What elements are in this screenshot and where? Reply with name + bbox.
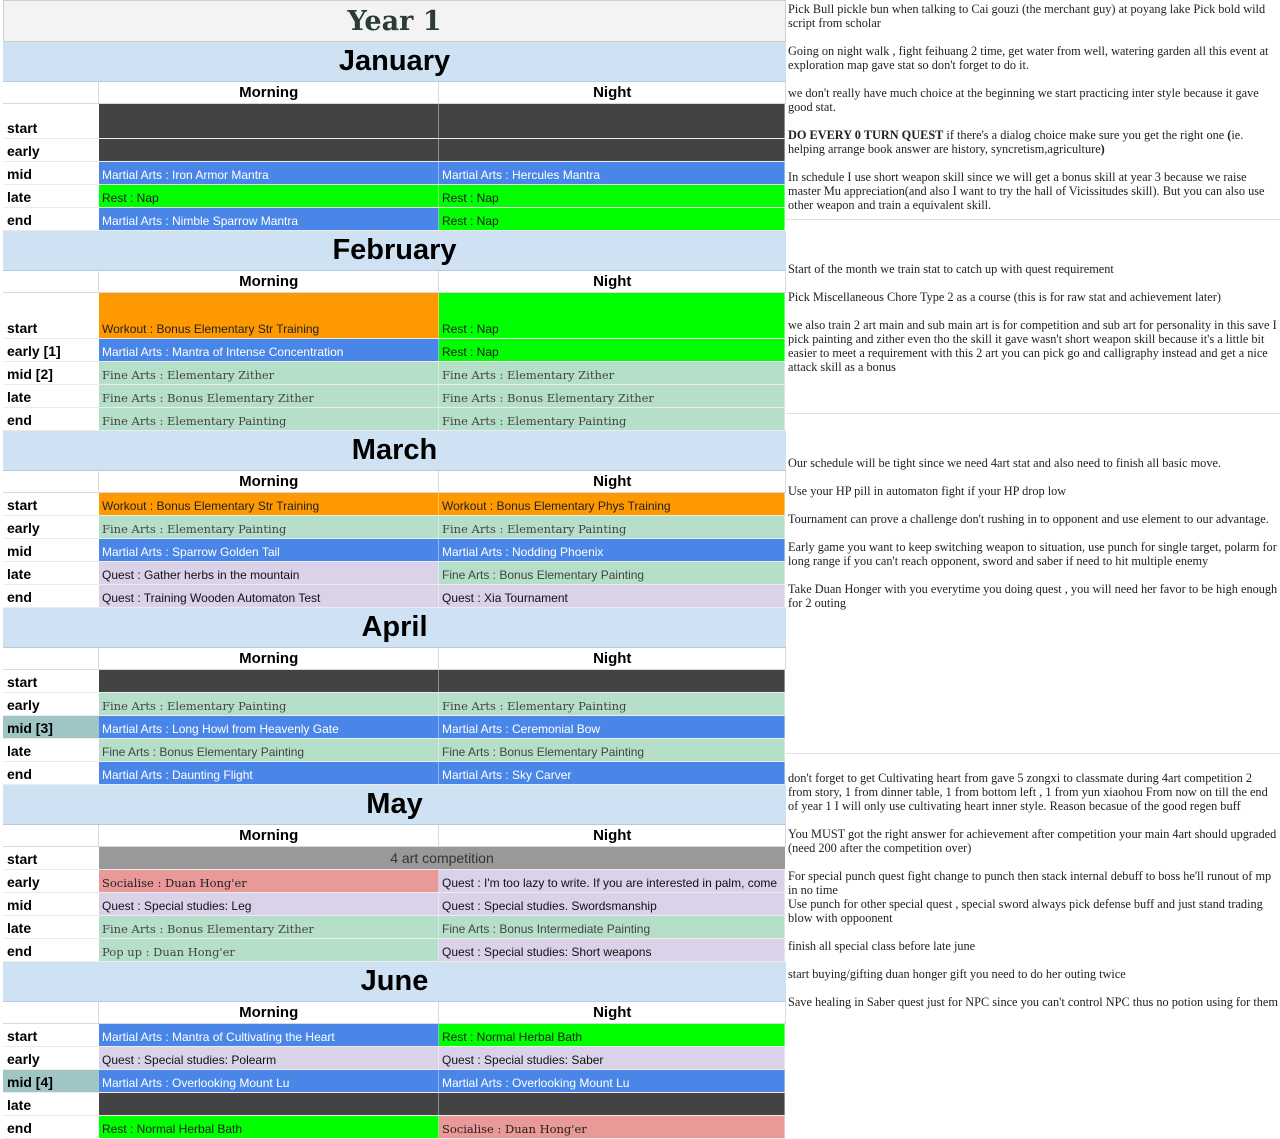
- morning-cell[interactable]: Martial Arts : Overlooking Mount Lu: [99, 1070, 439, 1092]
- morning-cell[interactable]: Fine Arts : Elementary Painting: [99, 408, 439, 430]
- row-label[interactable]: start: [3, 847, 99, 869]
- night-cell[interactable]: Fine Arts : Bonus Elementary Zither: [439, 385, 785, 407]
- notes-march[interactable]: [786, 454, 1280, 754]
- row-label[interactable]: mid: [3, 162, 99, 184]
- row-label[interactable]: early: [3, 516, 99, 538]
- note-text: Use punch for other special quest , special sword always pick defense buff and just stand trading blow with oppoonent: [788, 897, 1263, 925]
- notes-may[interactable]: [786, 769, 1280, 1069]
- notes-january[interactable]: [786, 0, 1280, 220]
- note-text: Early game you want to keep switching weapon to situation, use punch for single target, polarm for long range if you can't reach opponent, sword and saber if need to hit multiple enemy: [788, 540, 1277, 568]
- table-row: [3, 585, 786, 608]
- morning-header[interactable]: Morning: [99, 648, 440, 669]
- table-row: [3, 893, 786, 916]
- row-label[interactable]: late: [3, 385, 99, 407]
- night-cell[interactable]: Martial Arts : Hercules Mantra: [439, 162, 785, 184]
- night-cell[interactable]: Quest : Special studies: Saber: [439, 1047, 785, 1069]
- morning-cell[interactable]: Fine Arts : Elementary Zither: [99, 362, 439, 384]
- column-header: [3, 648, 786, 670]
- morning-cell[interactable]: Quest : Gather herbs in the mountain: [99, 562, 439, 584]
- row-label[interactable]: start: [3, 1024, 99, 1046]
- column-header: [3, 271, 786, 293]
- row-label[interactable]: early: [3, 693, 99, 715]
- row-label[interactable]: end: [3, 208, 99, 230]
- morning-cell[interactable]: Socialise : Duan Hong'er: [99, 870, 439, 892]
- night-cell[interactable]: Quest : Special studies. Swordsmanship: [439, 893, 785, 915]
- table-row: [3, 208, 786, 231]
- morning-header[interactable]: Morning: [99, 271, 440, 292]
- row-label[interactable]: end: [3, 585, 99, 607]
- note-text: Going on night walk , fight feihuang 2 time, get water from well, watering garden all this event at exploration map gave stat so don't forget to do it.: [788, 44, 1269, 72]
- night-cell[interactable]: [439, 1093, 785, 1115]
- morning-cell[interactable]: [99, 104, 439, 138]
- night-cell[interactable]: Fine Arts : Elementary Painting: [439, 516, 785, 538]
- row-label[interactable]: end: [3, 762, 99, 784]
- night-header[interactable]: Night: [439, 1002, 786, 1023]
- morning-header[interactable]: Morning: [99, 1002, 440, 1023]
- table-row: [3, 493, 786, 516]
- night-cell[interactable]: Fine Arts : Elementary Painting: [439, 408, 785, 430]
- column-header: [3, 825, 786, 847]
- row-label[interactable]: late: [3, 739, 99, 761]
- note-bold: DO EVERY 0 TURN QUEST: [788, 128, 944, 142]
- table-row: [3, 339, 786, 362]
- note-text: Take Duan Honger with you everytime you doing quest , you will need her favor to be high enough for 2 outing: [788, 582, 1278, 610]
- morning-cell[interactable]: Fine Arts : Bonus Elementary Zither: [99, 385, 439, 407]
- morning-cell[interactable]: Workout : Bonus Elementary Str Training: [99, 493, 439, 515]
- notes-february[interactable]: [786, 260, 1280, 414]
- note-text: Tournament can prove a challenge don't rushing in to opponent and use element to our advantage.: [788, 512, 1269, 526]
- note-text: Our schedule will be tight since we need 4art stat and also need to finish all basic move.: [788, 456, 1222, 470]
- notes-column: [786, 0, 1280, 1098]
- night-cell[interactable]: Socialise : Duan Hong'er: [439, 1116, 785, 1138]
- row-label[interactable]: end: [3, 939, 99, 961]
- night-cell[interactable]: Fine Arts : Bonus Intermediate Painting: [439, 916, 785, 938]
- table-row: [3, 162, 786, 185]
- note-text: Use your HP pill in automaton fight if your HP drop low: [788, 484, 1067, 498]
- table-row: [3, 1024, 786, 1047]
- table-row: [3, 939, 786, 962]
- month-june[interactable]: June: [3, 962, 786, 1002]
- month-april[interactable]: April: [3, 608, 786, 648]
- row-label[interactable]: late: [3, 916, 99, 938]
- table-row: [3, 670, 786, 693]
- row-label[interactable]: late: [3, 562, 99, 584]
- morning-cell[interactable]: Martial Arts : Sparrow Golden Tail: [99, 539, 439, 561]
- row-label[interactable]: end: [3, 1116, 99, 1138]
- morning-cell[interactable]: [99, 139, 439, 161]
- night-cell[interactable]: Martial Arts : Ceremonial Bow: [439, 716, 785, 738]
- table-row: [3, 293, 786, 339]
- table-row: [3, 539, 786, 562]
- night-cell[interactable]: Quest : I'm too lazy to write. If you are interested in palm, come: [439, 870, 785, 892]
- note-text: if there's a dialog choice make sure you get the right one: [943, 128, 1228, 142]
- table-row: [3, 1070, 786, 1093]
- morning-cell[interactable]: Martial Arts : Daunting Flight: [99, 762, 439, 784]
- table-row: [3, 185, 786, 208]
- row-label[interactable]: end: [3, 408, 99, 430]
- morning-cell[interactable]: Fine Arts : Elementary Painting: [99, 516, 439, 538]
- header-blank: [3, 1002, 99, 1023]
- table-row: [3, 408, 786, 431]
- row-label[interactable]: mid [3]: [3, 716, 99, 738]
- header-blank: [3, 271, 99, 292]
- morning-cell[interactable]: Rest : Normal Herbal Bath: [99, 1116, 439, 1138]
- night-cell[interactable]: Rest : Nap: [439, 208, 785, 230]
- note-text: ie. helping arrange book answer are history, syncretism,agriculture: [788, 128, 1244, 156]
- morning-header[interactable]: Morning: [99, 825, 440, 846]
- night-header[interactable]: Night: [439, 648, 786, 669]
- night-header[interactable]: Night: [439, 82, 786, 103]
- night-cell[interactable]: Quest : Special studies: Short weapons: [439, 939, 785, 961]
- night-cell[interactable]: [439, 139, 785, 161]
- table-row: [3, 693, 786, 716]
- morning-cell[interactable]: [99, 670, 439, 692]
- column-header: [3, 1002, 786, 1024]
- night-cell[interactable]: Rest : Normal Herbal Bath: [439, 1024, 785, 1046]
- night-cell[interactable]: Martial Arts : Sky Carver: [439, 762, 785, 784]
- note-text: You MUST got the right answer for achievement after competition your main 4art should upgraded (need 200 after the competition over): [788, 827, 1277, 855]
- table-row: [3, 1047, 786, 1070]
- table-row: [3, 562, 786, 585]
- row-label[interactable]: start: [3, 104, 99, 138]
- row-label[interactable]: early: [3, 870, 99, 892]
- morning-cell[interactable]: Fine Arts : Bonus Elementary Painting: [99, 739, 439, 761]
- morning-header[interactable]: Morning: [99, 471, 440, 492]
- morning-header[interactable]: Morning: [99, 82, 440, 103]
- morning-cell[interactable]: Quest : Special studies: Leg: [99, 893, 439, 915]
- table-row: [3, 139, 786, 162]
- morning-cell[interactable]: Martial Arts : Mantra of Cultivating the Heart: [99, 1024, 439, 1046]
- morning-cell[interactable]: Rest : Nap: [99, 185, 439, 207]
- night-cell[interactable]: Workout : Bonus Elementary Phys Training: [439, 493, 785, 515]
- header-blank: [3, 825, 99, 846]
- month-march[interactable]: March: [3, 431, 786, 471]
- morning-cell[interactable]: Pop up : Duan Hong'er: [99, 939, 439, 961]
- header-blank: [3, 471, 99, 492]
- morning-cell[interactable]: Fine Arts : Bonus Elementary Zither: [99, 916, 439, 938]
- month-may[interactable]: May: [3, 785, 786, 825]
- note-text: For special punch quest fight change to punch then stack internal debuff to boss he'll runout of mp in no time: [788, 869, 1272, 897]
- table-row: [3, 1116, 786, 1139]
- schedule-sheet: [3, 0, 786, 1139]
- morning-cell[interactable]: Martial Arts : Iron Armor Mantra: [99, 162, 439, 184]
- row-label[interactable]: early [1]: [3, 339, 99, 361]
- note-text: Start of the month we train stat to catch up with quest requirement: [788, 262, 1114, 276]
- month-february[interactable]: February: [3, 231, 786, 271]
- morning-cell[interactable]: Fine Arts : Elementary Painting: [99, 693, 439, 715]
- table-row: [3, 716, 786, 739]
- month-january[interactable]: January: [3, 42, 786, 82]
- night-cell[interactable]: Martial Arts : Nodding Phoenix: [439, 539, 785, 561]
- row-label[interactable]: mid: [3, 539, 99, 561]
- year-title[interactable]: Year 1: [3, 0, 786, 42]
- note-text: Save healing in Saber quest just for NPC since you can't control NPC thus no potion using for them: [788, 995, 1278, 1009]
- morning-cell[interactable]: Quest : Special studies: Polearm: [99, 1047, 439, 1069]
- row-label[interactable]: early: [3, 139, 99, 161]
- morning-cell[interactable]: Martial Arts : Nimble Sparrow Mantra: [99, 208, 439, 230]
- night-cell[interactable]: Rest : Nap: [439, 293, 785, 338]
- night-header[interactable]: Night: [439, 825, 786, 846]
- notes-spacer: [786, 221, 1280, 259]
- table-row: [3, 1093, 786, 1116]
- note-bold: (: [1227, 128, 1232, 142]
- row-label[interactable]: mid: [3, 893, 99, 915]
- morning-cell[interactable]: [99, 1093, 439, 1115]
- night-cell[interactable]: Fine Arts : Elementary Painting: [439, 693, 785, 715]
- night-cell[interactable]: Fine Arts : Bonus Elementary Painting: [439, 562, 785, 584]
- night-cell[interactable]: Martial Arts : Overlooking Mount Lu: [439, 1070, 785, 1092]
- note-text: we don't really have much choice at the beginning we start practicing inter style because it gave good stat.: [788, 86, 1259, 114]
- note-text: Pick Miscellaneous Chore Type 2 as a course (this is for raw stat and achievement later): [788, 290, 1221, 304]
- morning-cell[interactable]: Quest : Training Wooden Automaton Test: [99, 585, 439, 607]
- night-cell[interactable]: [439, 104, 785, 138]
- header-blank: [3, 648, 99, 669]
- night-cell[interactable]: Rest : Nap: [439, 339, 785, 361]
- night-cell[interactable]: Fine Arts : Bonus Elementary Painting: [439, 739, 785, 761]
- row-label[interactable]: mid [2]: [3, 362, 99, 384]
- night-header[interactable]: Night: [439, 271, 786, 292]
- note-text: In schedule I use short weapon skill since we will get a bonus skill at year 3 because we raise master Mu appreciation(and also I want to try the hall of Vicissitudes skill). But you can also use other weapon and train a equivalent skill.: [788, 170, 1265, 212]
- row-label[interactable]: early: [3, 1047, 99, 1069]
- night-cell[interactable]: Rest : Nap: [439, 185, 785, 207]
- table-row: [3, 762, 786, 785]
- row-label[interactable]: mid [4]: [3, 1070, 99, 1092]
- morning-cell[interactable]: Martial Arts : Mantra of Intense Concentration: [99, 339, 439, 361]
- morning-cell[interactable]: Martial Arts : Long Howl from Heavenly Gate: [99, 716, 439, 738]
- table-row: [3, 385, 786, 408]
- header-blank: [3, 82, 99, 103]
- note-bold: ): [1100, 142, 1105, 156]
- note-text: [788, 128, 1278, 156]
- night-cell[interactable]: [439, 670, 785, 692]
- row-label[interactable]: start: [3, 293, 99, 338]
- note-text: finish all special class before late june: [788, 939, 976, 953]
- night-cell[interactable]: Quest : Xia Tournament: [439, 585, 785, 607]
- table-row: [3, 516, 786, 539]
- table-row: [3, 739, 786, 762]
- note-text: don't forget to get Cultivating heart from gave 5 zongxi to classmate during 4art competition 2 from story, 1 from dinner table, 1 from bottom left , 1 from yun xiaohou From now on till the end of year 1 I will only use cultivating heart inner style. Reason becasue of the good regen buff: [788, 771, 1268, 813]
- table-row: [3, 870, 786, 893]
- note-text: start buying/gifting duan honger gift you need to do her outing twice: [788, 967, 1126, 981]
- column-header: [3, 471, 786, 493]
- morning-cell[interactable]: Workout : Bonus Elementary Str Training: [99, 293, 439, 338]
- table-row: [3, 847, 786, 870]
- row-label[interactable]: start: [3, 493, 99, 515]
- note-text: Pick Bull pickle bun when talking to Cai gouzi (the merchant guy) at poyang lake Pick bold wild script from scholar: [788, 2, 1266, 30]
- merged-event-cell[interactable]: 4 art competition: [99, 847, 785, 869]
- row-label[interactable]: start: [3, 670, 99, 692]
- night-header[interactable]: Night: [439, 471, 786, 492]
- column-header: [3, 82, 786, 104]
- table-row: [3, 104, 786, 139]
- row-label[interactable]: late: [3, 1093, 99, 1115]
- table-row: [3, 916, 786, 939]
- row-label[interactable]: late: [3, 185, 99, 207]
- night-cell[interactable]: Fine Arts : Elementary Zither: [439, 362, 785, 384]
- note-text: we also train 2 art main and sub main art is for competition and sub art for personality in this save I pick painting and zither even tho the skill it gave wasn't short weapon skill because it's a little bit easier to meet a requirement with this 2 art you can pick go and calligraphy instead and get a nice attack skill as a bonus: [788, 318, 1277, 374]
- table-row: [3, 362, 786, 385]
